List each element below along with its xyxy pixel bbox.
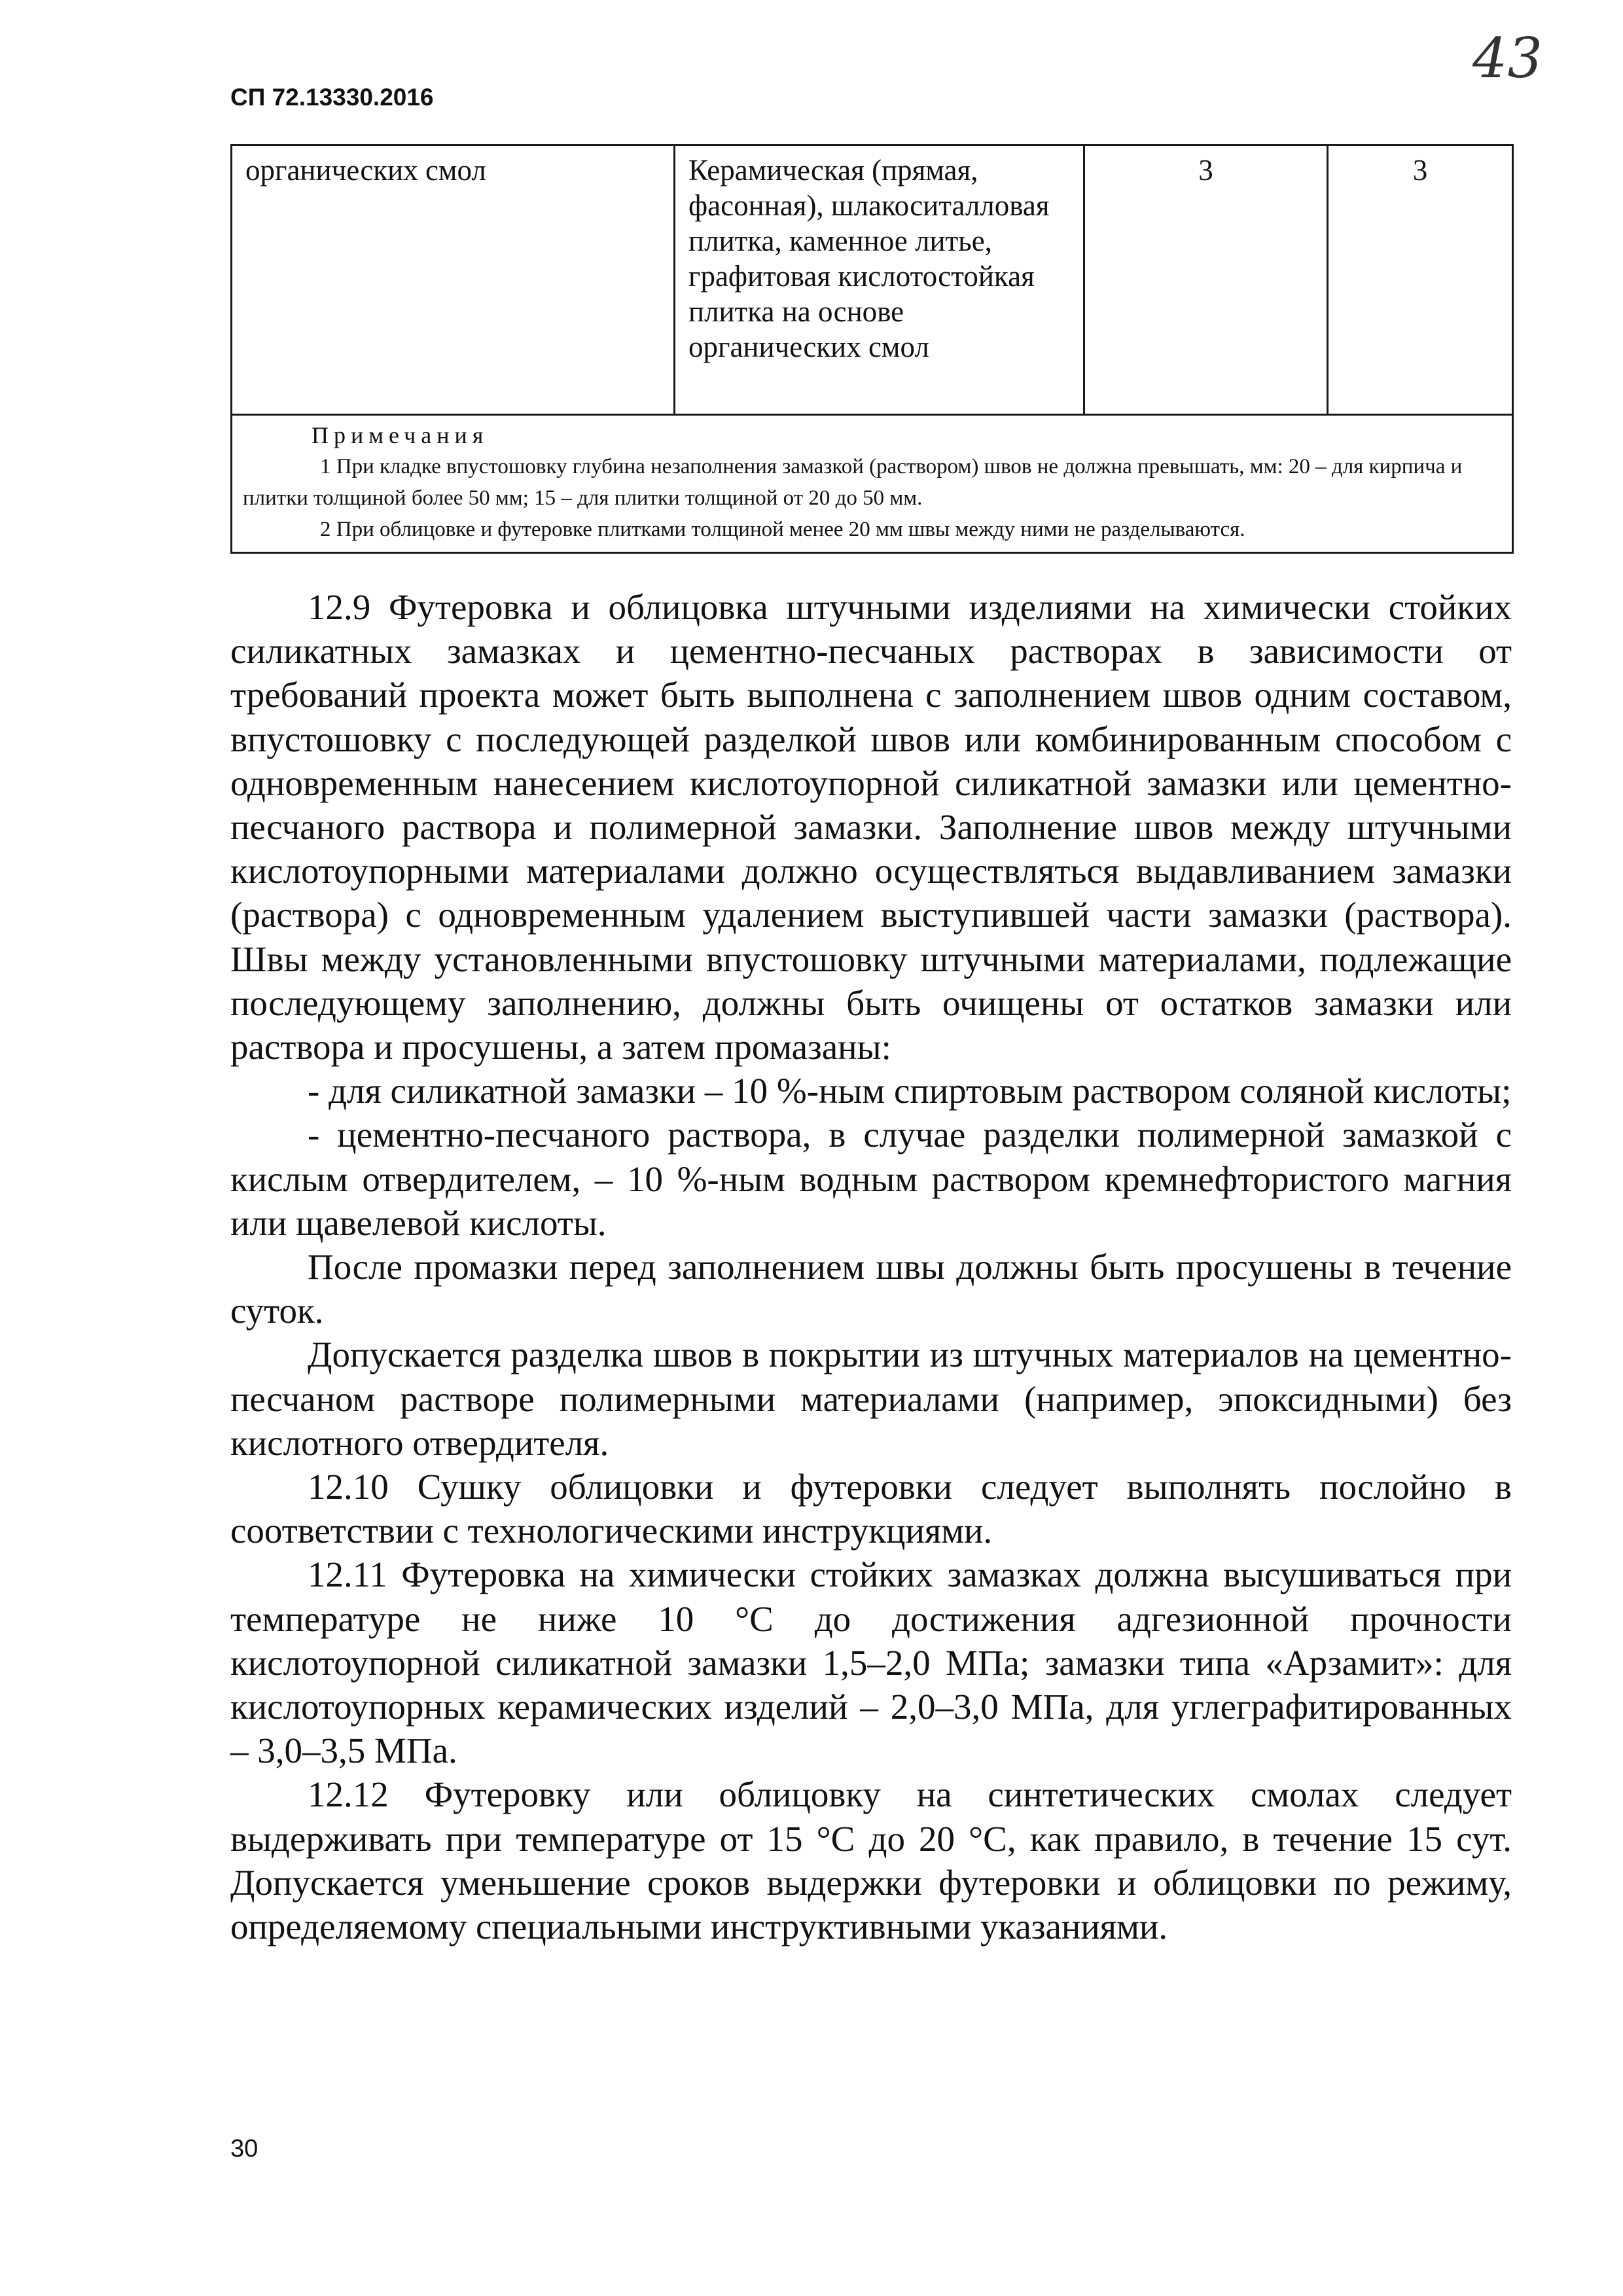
paragraph-12-9: 12.9 Футеровка и облицовка штучными изделиями на химически стойких силикатных замазках и цементно-песчаных растворах в зависимости от требований проекта может быть выполнена с заполнением швов одним составом, впустошовку с последующей разделкой швов или комбинированным способом с одновременным нанесением кислотоупорной силикатной замазки или цементно-песчаного раствора и полимерной замазки. Заполнение швов между штучными кислотоупорными материалами должно осуществляться выдавливанием замазки (раствора) с одновременным удалением выступившей части замазки (раствора). Швы между установленными впустошовку штучными материалами, подлежащие последующему заполнению, должны быть очищены от остатков замазки или раствора и просушены, а затем промазаны: bbox=[230, 587, 1512, 1067]
table-row bbox=[232, 145, 1513, 415]
cell-material-type: Керамическая (прямая, фасонная), шлакоситалловая плитка, каменное литье, графитовая кислотостойкая плитка на основе органических смол bbox=[675, 145, 1084, 415]
cell-value-2: 3 bbox=[1328, 145, 1513, 415]
list-item-silicate: - для силикатной замазки – 10 %-ным спиртовым раствором соляной кислоты; bbox=[308, 1071, 1512, 1111]
standards-table bbox=[230, 144, 1514, 554]
paragraph-12-10: 12.10 Сушку облицовки и футеровки следует выполнять послойно в соответствии с технологическими инструкциями. bbox=[230, 1467, 1512, 1551]
handwritten-page-number: 43 bbox=[1472, 26, 1543, 90]
paragraph-joint-cutting: Допускается разделка швов в покрытии из штучных материалов на цементно-песчаном растворе полимерными материалами (например, эпоксидными) без кислотного отвердителя. bbox=[230, 1335, 1512, 1463]
notes-title: Примечания bbox=[312, 422, 489, 448]
paragraph-drying: После промазки перед заполнением швы должны быть просушены в течение суток. bbox=[230, 1247, 1512, 1331]
paragraph-12-11: 12.11 Футеровка на химически стойких замазках должна высушиваться при температуре не ниже 10 °С до достижения адгезионной прочности кислотоупорной силикатной замазки 1,5–2,0 МПа; замазки типа «Арзамит»: для кислотоупорных керамических изделий – 2,0–3,0 МПа, для углеграфитированных – 3,0–3,5 МПа. bbox=[230, 1554, 1512, 1771]
notes-cell bbox=[232, 415, 1513, 553]
body-text bbox=[230, 585, 1512, 1948]
note-1: 1 При кладке впустошовку глубина незаполнения замазкой (раствором) швов не должна превышать, мм: 20 – для кирпича и плитки толщиной более 50 мм; 15 – для плитки толщиной от 20 до 50 мм. bbox=[243, 455, 1463, 510]
paragraph-12-12: 12.12 Футеровку или облицовку на синтетических смолах следует выдерживать при температуре от 15 °С до 20 °С, как правило, в течение 15 сут. Допускается уменьшение сроков выдержки футеровки и облицовки по режиму, определяемому специальными инструктивными указаниями. bbox=[230, 1774, 1512, 1947]
cell-material-base: органических смол bbox=[232, 145, 675, 415]
list-item-cement: - цементно-песчаного раствора, в случае разделки полимерной замазкой с кислым отвердителем, – 10 %-ным водным раствором кремнефтористого магния или щавелевой кислоты. bbox=[230, 1115, 1512, 1243]
document-code: СП 72.13330.2016 bbox=[230, 84, 434, 111]
page-number: 30 bbox=[230, 2135, 259, 2162]
notes-row bbox=[232, 415, 1513, 553]
note-2: 2 При облицовке и футеровке плитками толщиной менее 20 мм швы между ними не разделываются. bbox=[320, 518, 1245, 541]
cell-value-1: 3 bbox=[1084, 145, 1328, 415]
